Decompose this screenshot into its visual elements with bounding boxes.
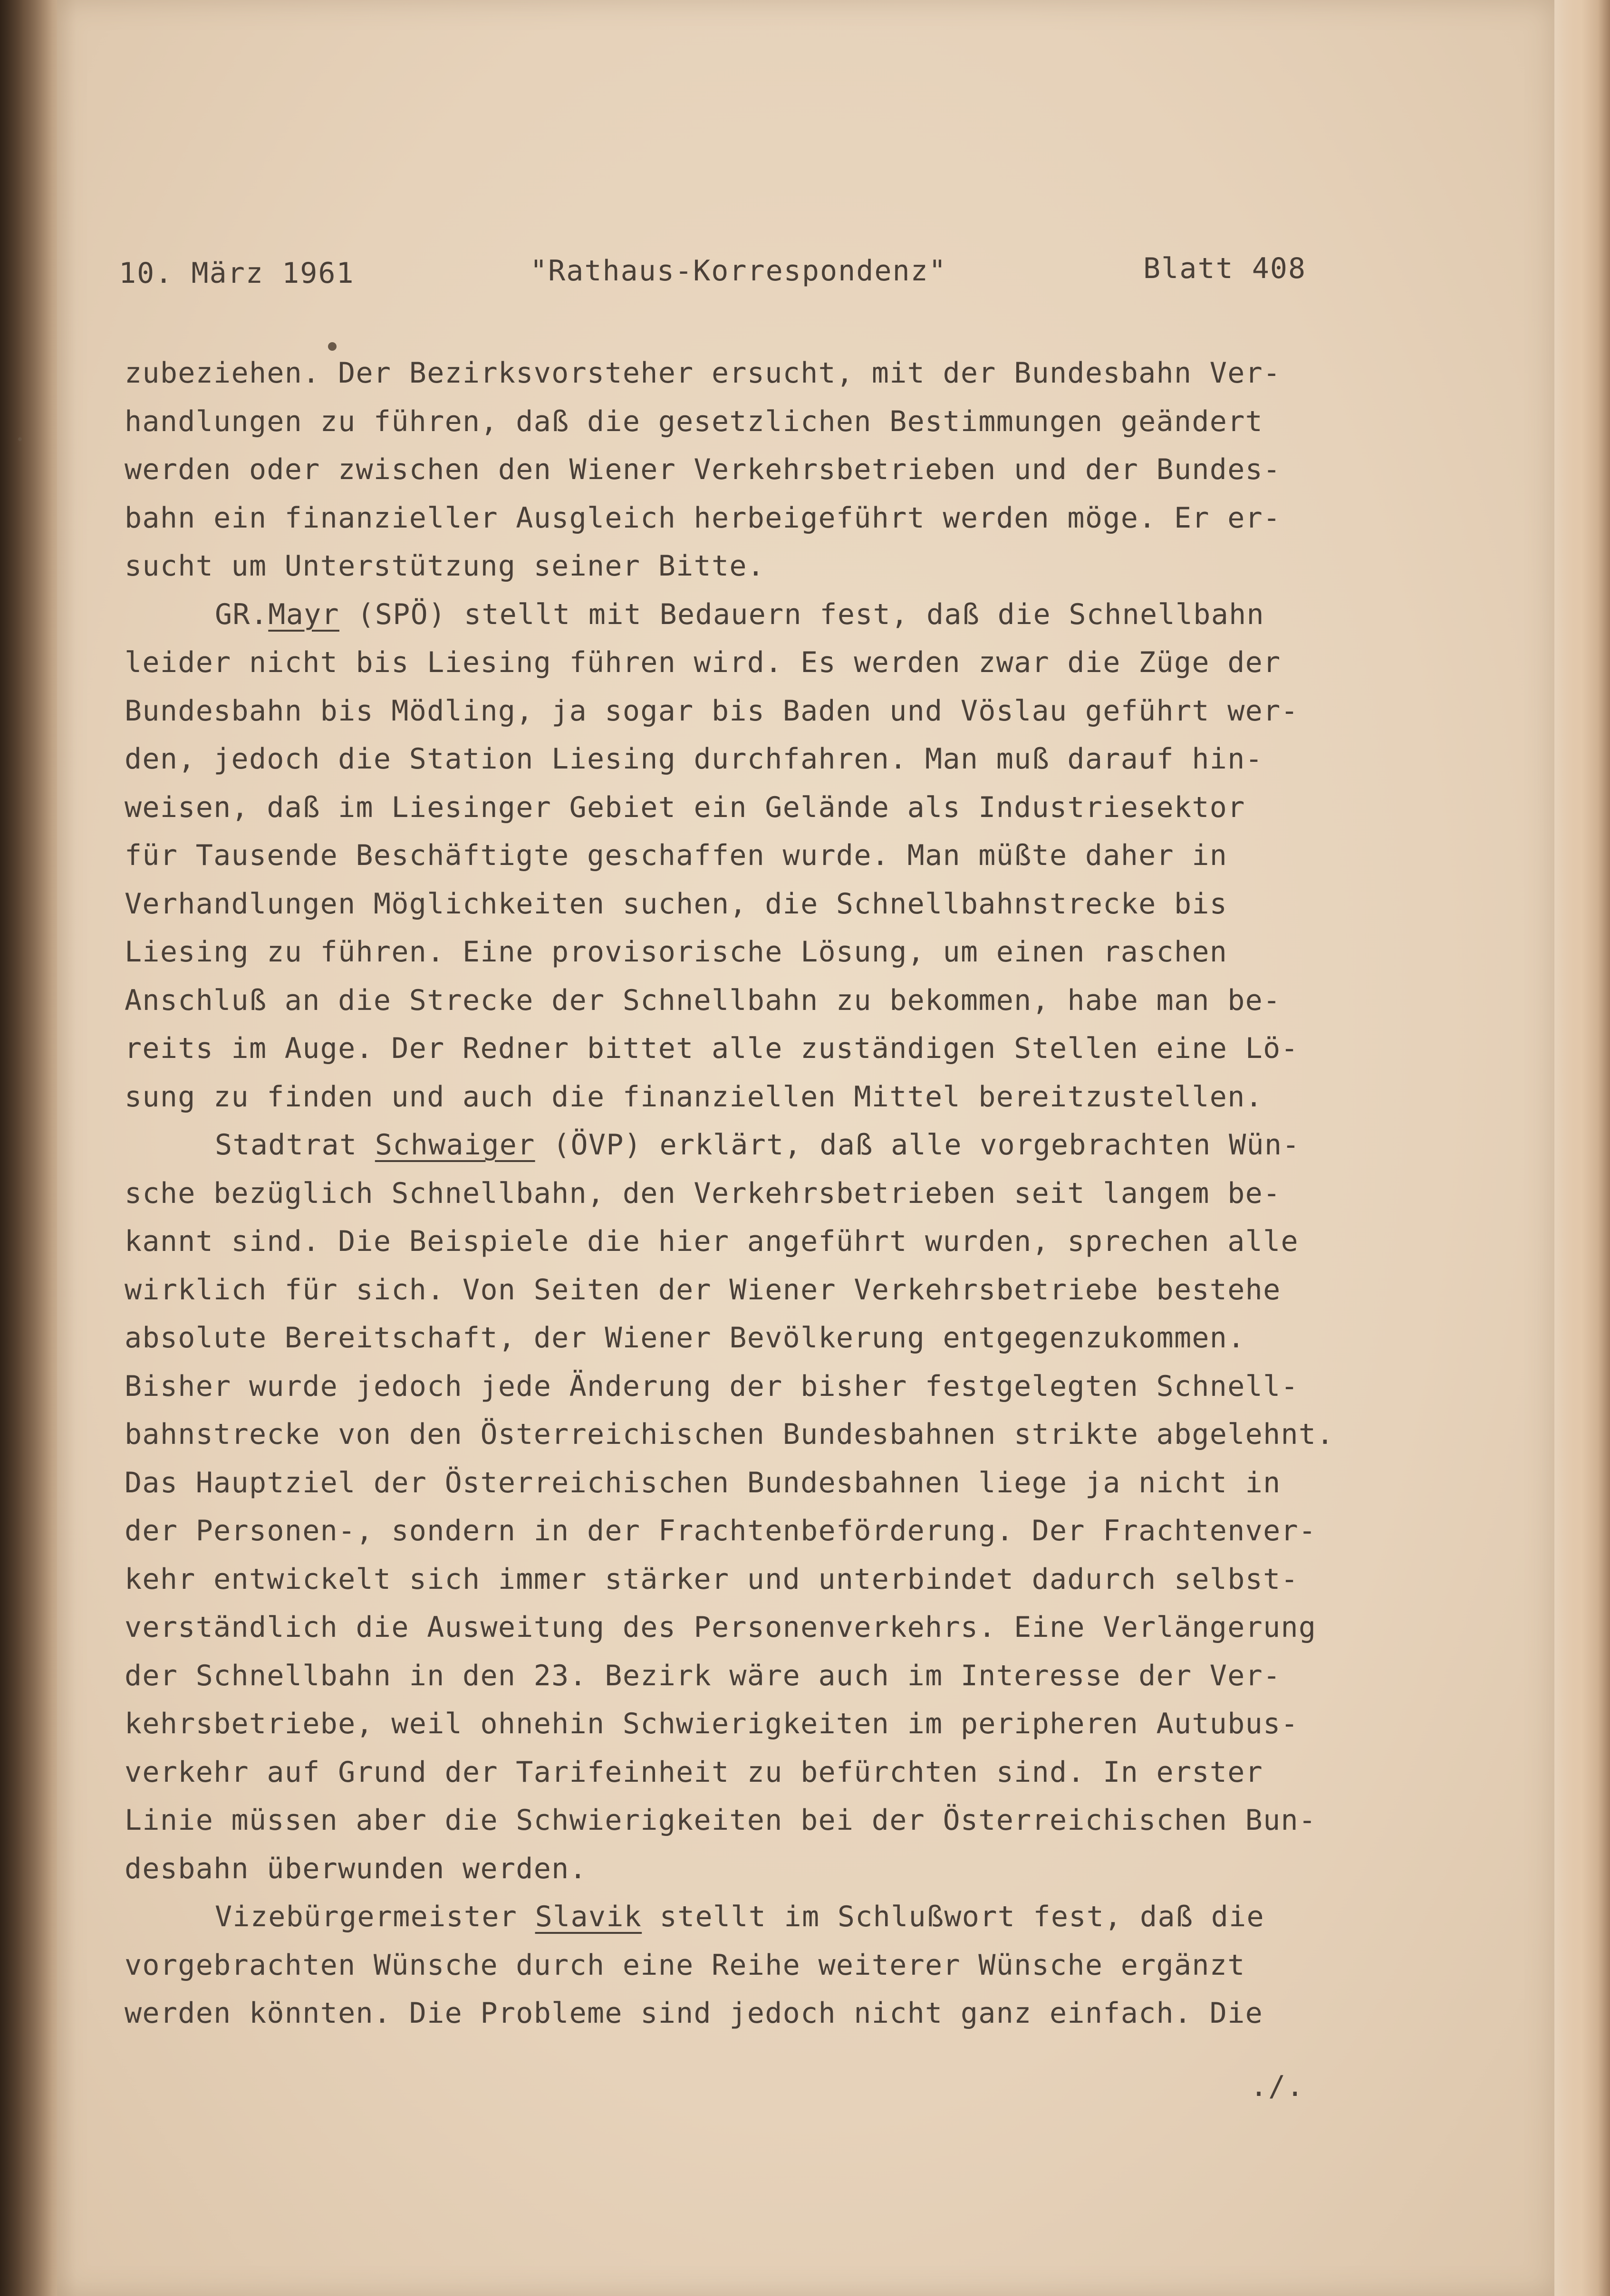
body-line: kehrsbetriebe, weil ohnehin Schwierigkeiten im peripheren Autubus- (125, 1707, 1299, 1740)
body-line: kannt sind. Die Beispiele die hier angeführt wurden, sprechen alle (125, 1225, 1299, 1258)
body-line: der Schnellbahn in den 23. Bezirk wäre auch im Interesse der Ver- (125, 1659, 1281, 1692)
continuation-mark: ./. (1250, 2070, 1305, 2103)
body-line-speaker (125, 1121, 1484, 1170)
speaker-statement: (ÖVP) erklärt, daß alle vorgebrachten Wün- (535, 1128, 1300, 1162)
body-line: vorgebrachten Wünsche durch eine Reihe weiterer Wünsche ergänzt (125, 1948, 1245, 1982)
body-line: der Personen-, sondern in der Frachtenbeförderung. Der Frachtenver- (125, 1514, 1317, 1547)
body-line: leider nicht bis Liesing führen wird. Es werden zwar die Züge der (125, 646, 1281, 679)
body-line: Linie müssen aber die Schwierigkeiten bei der Österreichischen Bun- (125, 1804, 1317, 1837)
header-date: 10. März 1961 (119, 257, 355, 290)
body-line: kehr entwickelt sich immer stärker und unterbindet dadurch selbst- (125, 1562, 1299, 1596)
body-line: bahn ein finanzieller Ausgleich herbeigeführt werden möge. Er er- (125, 501, 1281, 535)
body-line: Bisher wurde jedoch jede Änderung der bisher festgelegten Schnell- (125, 1369, 1299, 1403)
body-line: desbahn überwunden werden. (125, 1852, 587, 1885)
speaker-name: Mayr (268, 597, 339, 631)
body-line: zubeziehen. Der Bezirksvorsteher ersucht, mit der Bundesbahn Ver- (125, 356, 1281, 390)
speaker-name: Schwaiger (375, 1128, 535, 1162)
body-line: Verhandlungen Möglichkeiten suchen, die Schnellbahnstrecke bis (125, 887, 1228, 921)
header-title: "Rathaus-Korrespondenz" (530, 254, 947, 288)
body-line: Bundesbahn bis Mödling, ja sogar bis Baden und Vöslau geführt wer- (125, 694, 1299, 728)
body-line: wirklich für sich. Von Seiten der Wiener Verkehrsbetriebe bestehe (125, 1273, 1281, 1307)
speaker-prefix: Vizebürgermeister (215, 1900, 535, 1933)
body-line: den, jedoch die Station Liesing durchfahren. Man muß darauf hin- (125, 742, 1263, 776)
book-binding-shadow (0, 0, 76, 2296)
body-line: sung zu finden und auch die finanziellen Mittel bereitzustellen. (125, 1080, 1263, 1114)
body-line: Liesing zu führen. Eine provisorische Lösung, um einen raschen (125, 935, 1228, 969)
header-sheet-number: Blatt 408 (1143, 252, 1307, 285)
body-line: bahnstrecke von den Österreichischen Bundesbahnen strikte abgelehnt. (125, 1418, 1334, 1451)
ink-speck (18, 437, 22, 441)
speaker-prefix: GR. (215, 597, 269, 631)
body-line: sche bezüglich Schnellbahn, den Verkehrsbetrieben seit langem be- (125, 1176, 1281, 1210)
body-line: Anschluß an die Strecke der Schnellbahn zu bekommen, habe man be- (125, 983, 1281, 1017)
ink-speck (328, 342, 337, 351)
body-line: für Tausende Beschäftigte geschaffen wurde. Man müßte daher in (125, 839, 1228, 872)
speaker-name: Slavik (535, 1900, 642, 1933)
body-line: absolute Bereitschaft, der Wiener Bevölkerung entgegenzukommen. (125, 1321, 1245, 1355)
body-line: weisen, daß im Liesinger Gebiet ein Gelände als Industriesektor (125, 790, 1245, 824)
speaker-prefix: Stadtrat (215, 1128, 375, 1162)
body-line: sucht um Unterstützung seiner Bitte. (125, 549, 765, 583)
body-line: werden oder zwischen den Wiener Verkehrsbetrieben und der Bundes- (125, 453, 1281, 486)
body-line: Das Hauptziel der Österreichischen Bundesbahnen liege ja nicht in (125, 1466, 1281, 1499)
speaker-statement: stellt im Schlußwort fest, daß die (642, 1900, 1264, 1933)
body-line: werden könnten. Die Probleme sind jedoch nicht ganz einfach. Die (125, 1997, 1263, 2030)
body-line: reits im Auge. Der Redner bittet alle zuständigen Stellen eine Lö- (125, 1032, 1299, 1065)
body-line: verständlich die Ausweitung des Personenverkehrs. Eine Verlängerung (125, 1611, 1317, 1644)
page-stack-edge (1558, 0, 1610, 2296)
body-line: handlungen zu führen, daß die gesetzlichen Bestimmungen geändert (125, 404, 1263, 438)
body-line-speaker (125, 591, 1484, 639)
speaker-statement: (SPÖ) stellt mit Bedauern fest, daß die Schnellbahn (339, 597, 1264, 631)
document-body (125, 349, 1484, 2038)
body-line-speaker (125, 1893, 1484, 1941)
body-line: verkehr auf Grund der Tarifeinheit zu befürchten sind. In erster (125, 1755, 1263, 1789)
